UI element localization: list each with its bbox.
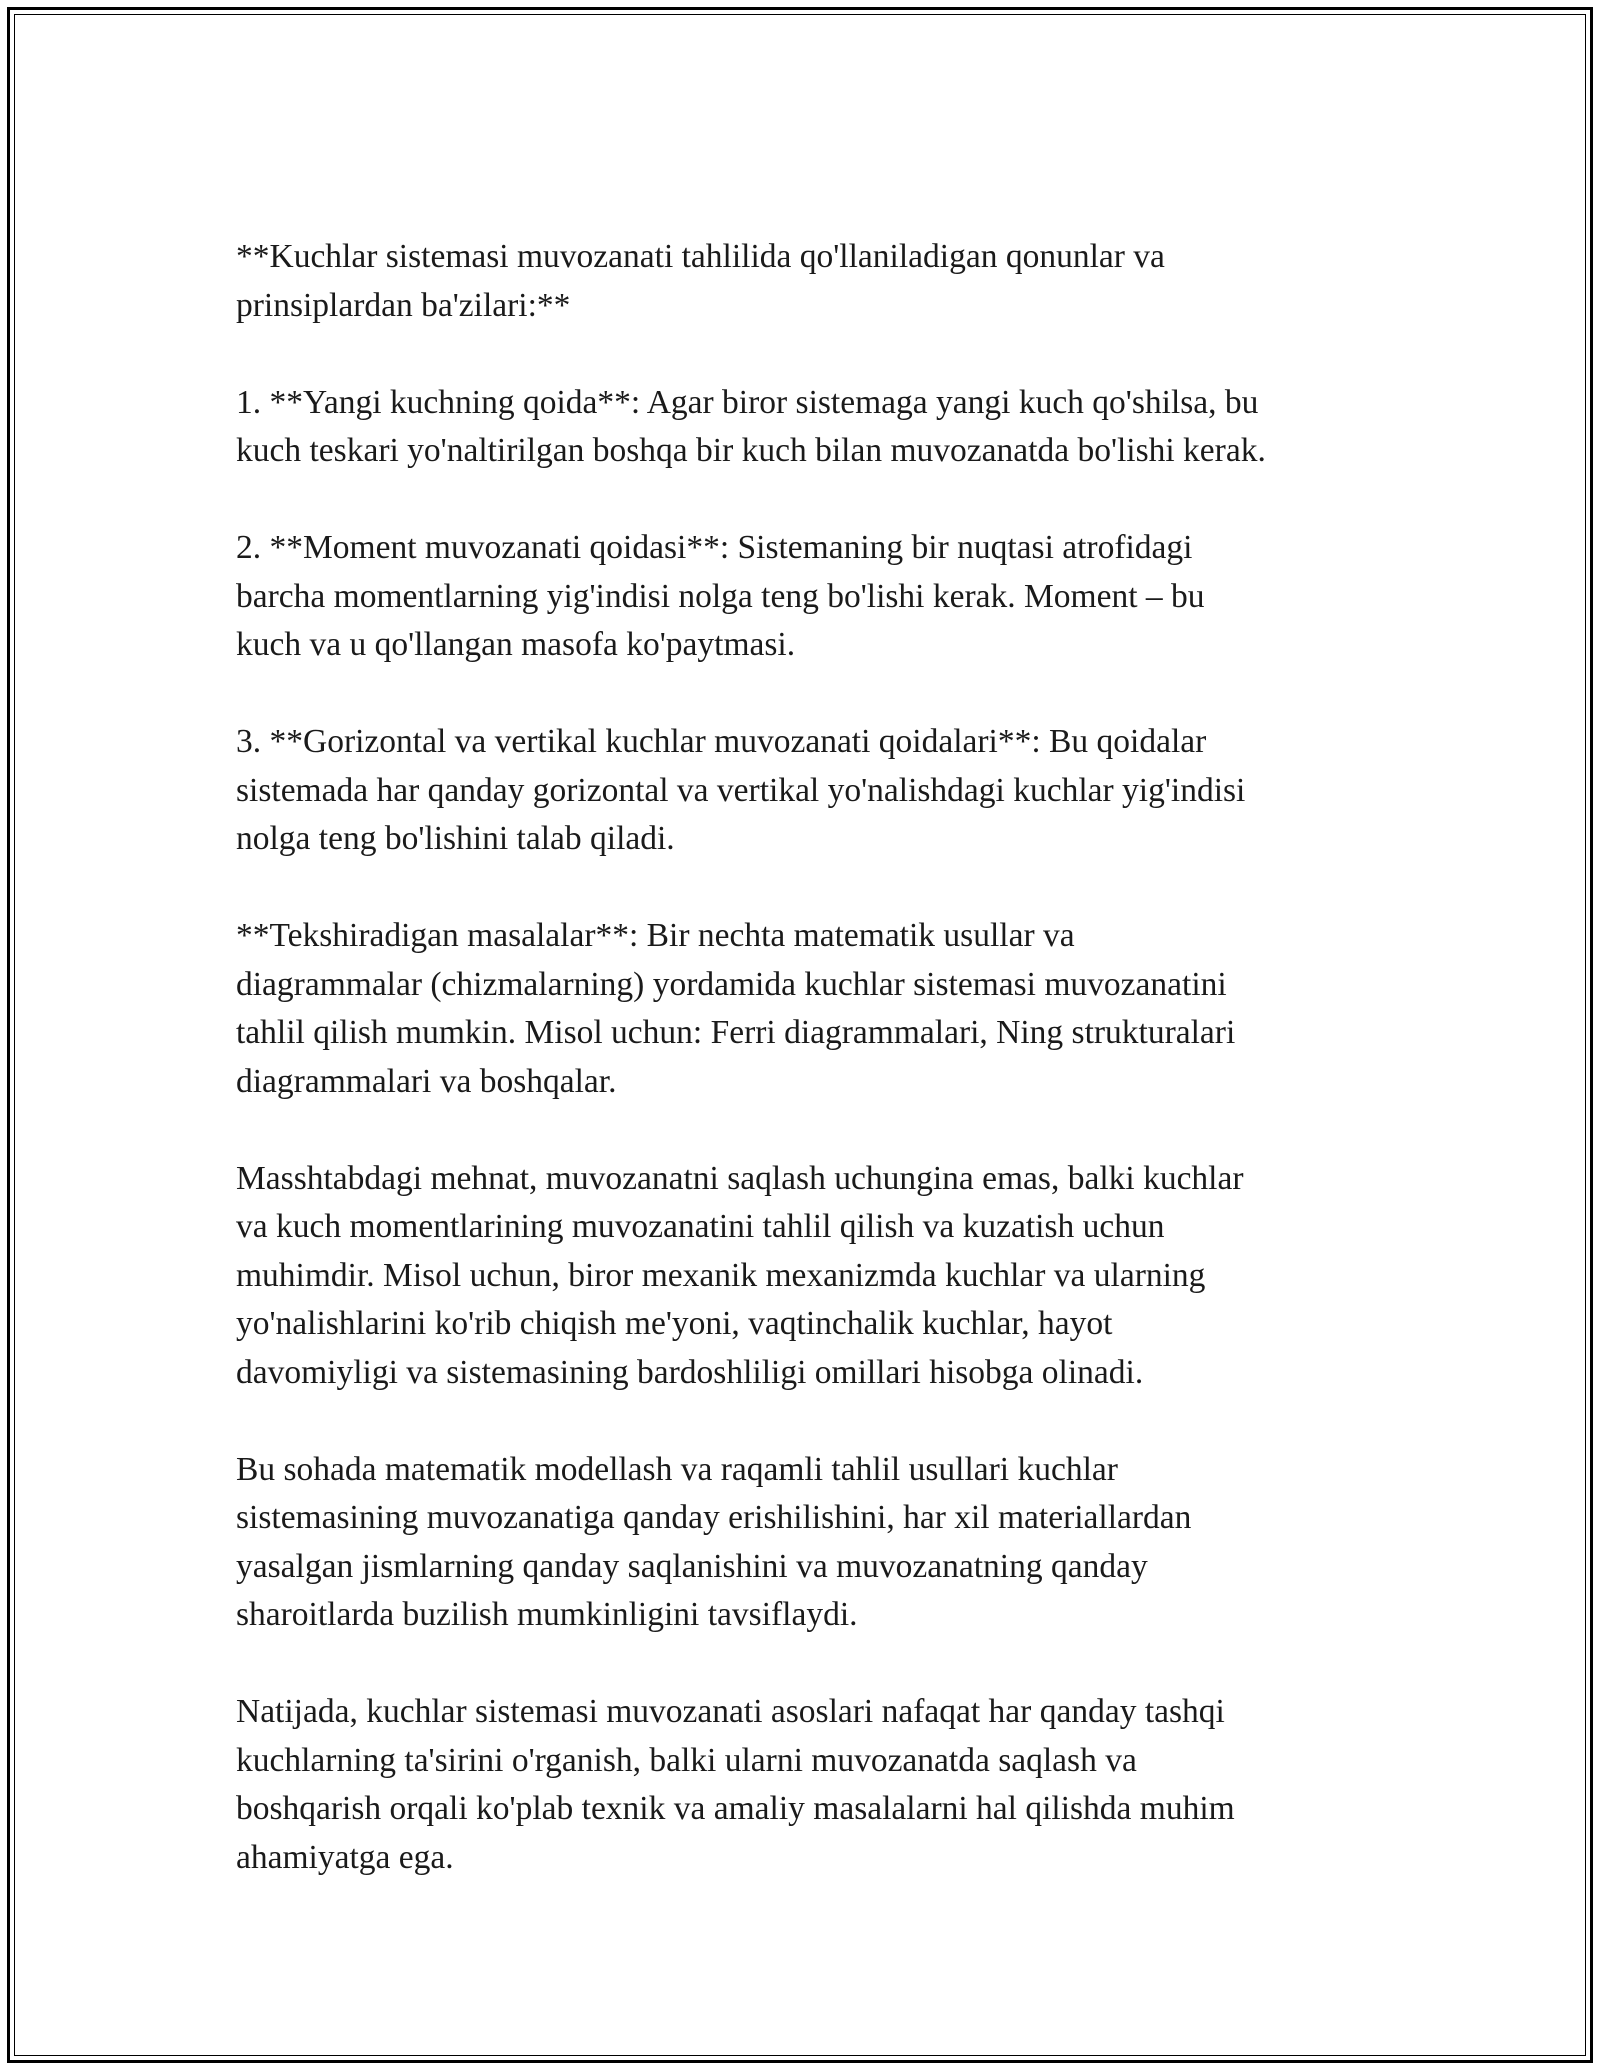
scale-paragraph: Masshtabdagi mehnat, muvozanatni saqlash uchungina emas, balki kuchlar va kuch momentlarining muvozanatini tahlil qilish va kuzatish uchun muhimdir. Misol uchun, biror mexanik mexanizmda kuchlar va ularning yo'nalishlarini ko'rib chiqish me'yoni, vaqtinchalik kuchlar, hayot davomiyligi va sistemasining bardoshliligi omillari hisobga olinadi. xyxy=(236,1159,1244,1391)
document-body xyxy=(236,233,1376,1882)
rule-2-paragraph: 2. **Moment muvozanati qoidasi**: Sistemaning bir nuqtasi atrofidagi barcha momentlarning yig'indisi nolga teng bo'lishi kerak. Moment – bu kuch va u qo'llangan masofa ko'paytmasi. xyxy=(236,529,1205,663)
conclusion-paragraph: Natijada, kuchlar sistemasi muvozanati asoslari nafaqat har qanday tashqi kuchlarning ta'sirini o'rganish, balki ularni muvozanatda saqlash va boshqarish orqali ko'plab texnik va amaliy masalalarni hal qilishda muhim ahamiyatga ega. xyxy=(236,1693,1235,1876)
heading-paragraph: **Kuchlar sistemasi muvozanati tahlilida qo'llaniladigan qonunlar va prinsiplardan ba'zilari:** xyxy=(236,238,1165,324)
modelling-paragraph: Bu sohada matematik modellash va raqamli tahlil usullari kuchlar sistemasining muvozanatiga qanday erishilishini, har xil materiallardan yasalgan jismlarning qanday saqlanishini va muvozanatning qanday sharoitlarda buzilish mumkinligini tavsiflaydi. xyxy=(236,1450,1192,1633)
methods-paragraph: **Tekshiradigan masalalar**: Bir nechta matematik usullar va diagrammalar (chizmalarning) yordamida kuchlar sistemasi muvozanatini tahlil qilish mumkin. Misol uchun: Ferri diagrammalari, Ning strukturalari diagrammalari va boshqalar. xyxy=(236,917,1236,1100)
rule-3-paragraph: 3. **Gorizontal va vertikal kuchlar muvozanati qoidalari**: Bu qoidalar sistemada har qanday gorizontal va vertikal yo'nalishdagi kuchlar yig'indisi nolga teng bo'lishini talab qiladi. xyxy=(236,723,1246,857)
rule-1-paragraph: 1. **Yangi kuchning qoida**: Agar biror sistemaga yangi kuch qo'shilsa, bu kuch teskari yo'naltirilgan boshqa bir kuch bilan muvozanatda bo'lishi kerak. xyxy=(236,383,1266,469)
